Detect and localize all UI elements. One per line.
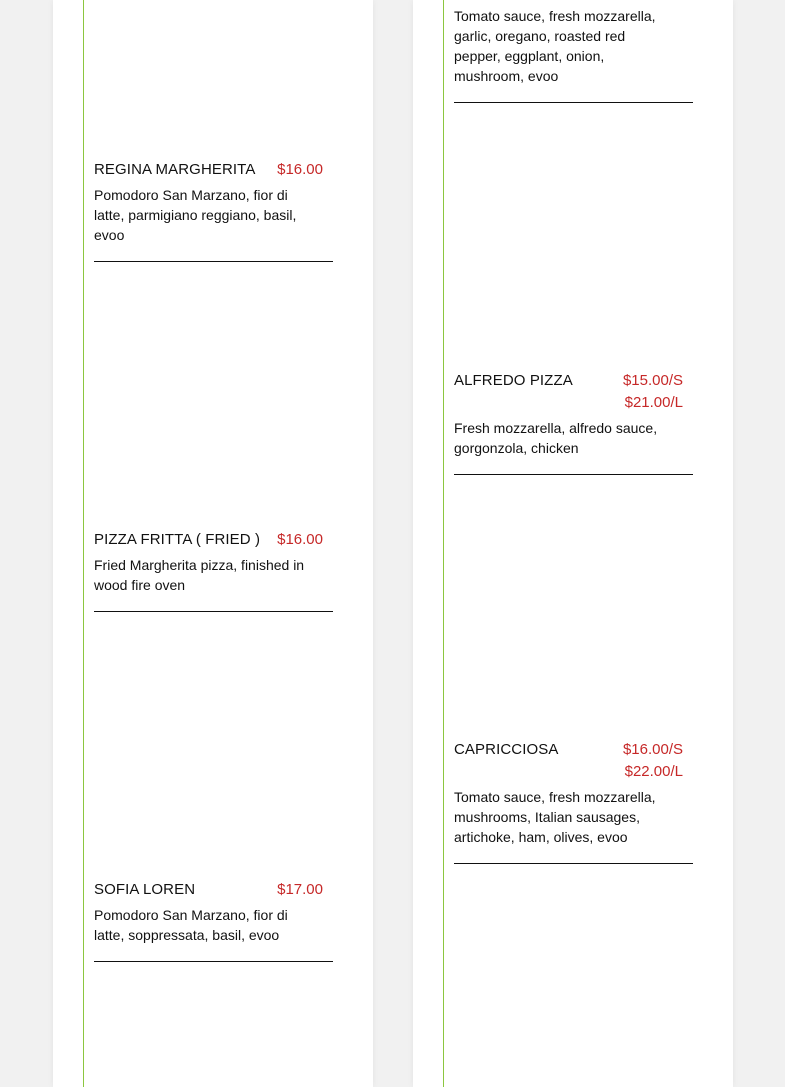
card-accent-line <box>443 0 444 1087</box>
price-large: $21.00/L <box>624 394 683 411</box>
menu-item-price <box>623 370 683 414</box>
menu-item-price: $16.00 <box>277 161 323 178</box>
menu-card-right <box>413 0 733 1087</box>
menu-item-header <box>454 739 693 783</box>
menu-item-header <box>94 159 333 181</box>
price-small: $15.00/S <box>622 372 683 389</box>
menu-item-name: CAPRICCIOSA <box>454 741 559 758</box>
menu-item-alfredo-pizza[interactable] <box>454 370 693 475</box>
menu-item-header <box>94 529 333 551</box>
menu-item-description: Fried Margherita pizza, finished in wood fire oven <box>94 557 305 593</box>
menu-item-description: Fresh mozzarella, alfredo sauce, gorgonzola, chicken <box>454 420 658 456</box>
menu-item-name: SOFIA LOREN <box>94 881 196 898</box>
menu-item-name: PIZZA FRITTA ( FRIED ) <box>94 531 261 548</box>
menu-item-pizza-fritta[interactable] <box>94 529 333 612</box>
card-accent-line <box>83 0 84 1087</box>
menu-item-price: $17.00 <box>277 881 323 898</box>
menu-item-description: Pomodoro San Marzano, fior di latte, parmigiano reggiano, basil, evoo <box>94 187 297 243</box>
menu-item-price: $16.00 <box>277 531 323 548</box>
menu-item-header <box>454 370 693 414</box>
menu-item-capricciosa[interactable] <box>454 739 693 864</box>
menu-item-header <box>94 879 333 901</box>
menu-item-regina-margherita[interactable] <box>94 159 333 262</box>
menu-item-description: Tomato sauce, fresh mozzarella, mushrooms, Italian sausages, artichoke, ham, olives, evoo <box>454 789 656 845</box>
menu-item-partial[interactable] <box>454 6 693 103</box>
menu-item-price <box>623 739 683 783</box>
menu-item-name: REGINA MARGHERITA <box>94 161 256 178</box>
menu-item-sofia-loren[interactable] <box>94 879 333 962</box>
price-large: $22.00/L <box>624 763 683 780</box>
menu-item-description: Tomato sauce, fresh mozzarella, garlic, oregano, roasted red pepper, eggplant, onion, mushroom, evoo <box>454 8 656 84</box>
menu-card-left <box>53 0 373 1087</box>
menu-item-name: ALFREDO PIZZA <box>454 372 573 389</box>
menu-item-description: Pomodoro San Marzano, fior di latte, soppressata, basil, evoo <box>94 907 288 943</box>
price-small: $16.00/S <box>622 741 683 758</box>
